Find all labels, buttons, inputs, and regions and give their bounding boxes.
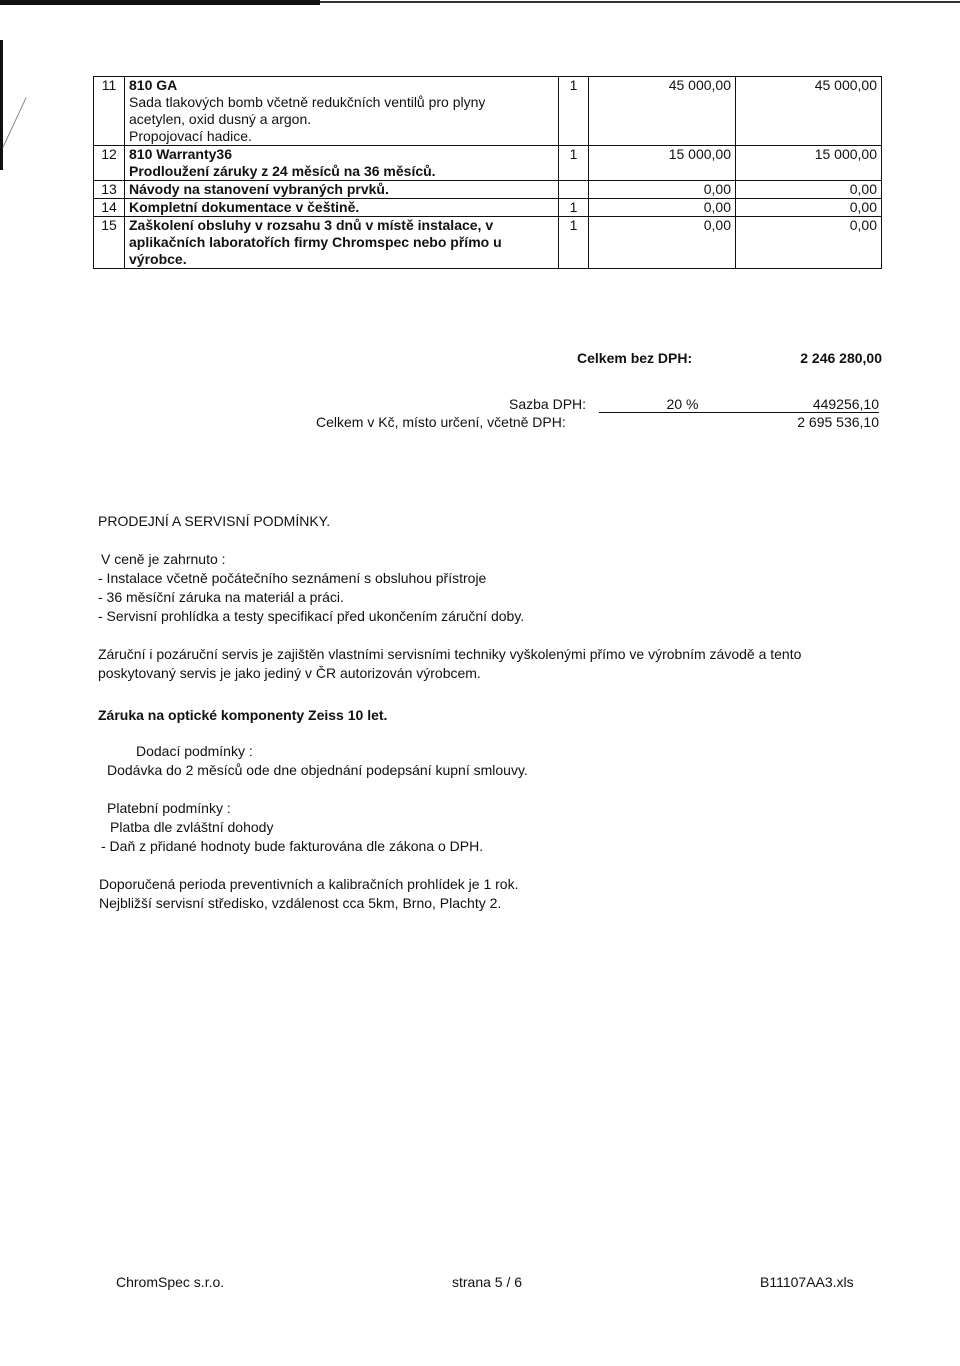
- top-edge-line: [0, 0, 960, 6]
- item-description-line: Kompletní dokumentace v češtině.: [129, 199, 360, 215]
- item-description-line: acetylen, oxid dusný a argon.: [129, 111, 312, 127]
- item-total: 15 000,00: [736, 146, 882, 181]
- item-description-line: Sada tlakových bomb včetně redukčních ventilů pro plyny: [129, 94, 486, 110]
- item-number: 12: [94, 146, 125, 181]
- item-description: [125, 199, 559, 217]
- item-total: 0,00: [736, 199, 882, 217]
- item-unit-price: 15 000,00: [589, 146, 736, 181]
- service-paragraph-line: Záruční i pozáruční servis je zajištěn vlastními servisními techniky vyškolenými přímo ve výrobním závodě a tento: [98, 646, 802, 662]
- item-number: 11: [94, 77, 125, 146]
- service-center: Nejbližší servisní středisko, vzdálenost cca 5km, Brno, Plachty 2.: [99, 895, 502, 911]
- item-total: 0,00: [736, 181, 882, 199]
- item-unit-price: 0,00: [589, 199, 736, 217]
- item-unit-price: 0,00: [589, 181, 736, 199]
- included-item: - Instalace včetně počátečního seznámení s obsluhou přístroje: [98, 570, 487, 586]
- delivery-title: Dodací podmínky :: [136, 743, 253, 759]
- included-title: V ceně je zahrnuto :: [101, 551, 226, 567]
- item-total: 45 000,00: [736, 77, 882, 146]
- items-table: [93, 76, 882, 269]
- item-quantity: [559, 181, 589, 199]
- item-unit-price: 0,00: [589, 217, 736, 269]
- item-number: 15: [94, 217, 125, 269]
- item-description-line: 810 Warranty36: [129, 146, 232, 162]
- item-total: 0,00: [736, 217, 882, 269]
- item-quantity: 1: [559, 199, 589, 217]
- vat-rate-value: 20 %: [599, 396, 766, 413]
- vat-rate-label: Sazba DPH:: [509, 396, 587, 412]
- total-no-vat-label: Celkem bez DPH:: [577, 350, 693, 366]
- item-row: [94, 181, 882, 199]
- item-description: [125, 217, 559, 269]
- footer-page-number: strana 5 / 6: [452, 1274, 523, 1290]
- item-quantity: 1: [559, 77, 589, 146]
- item-row: [94, 146, 882, 181]
- scan-scratch-mark: [2, 97, 26, 147]
- item-description-line: Propojovací hadice.: [129, 128, 252, 144]
- total-with-vat-value: 2 695 536,10: [797, 414, 879, 430]
- maintenance-note: Doporučená perioda preventivních a kalibračních prohlídek je 1 rok.: [99, 876, 519, 892]
- item-quantity: 1: [559, 217, 589, 269]
- item-description-line: Prodloužení záruky z 24 měsíců na 36 měsíců.: [129, 163, 436, 179]
- footer-file-name: B11107AA3.xls: [760, 1274, 854, 1290]
- item-description-line: výrobce.: [129, 251, 187, 267]
- item-description-line: 810 GA: [129, 77, 178, 93]
- item-number: 14: [94, 199, 125, 217]
- item-description-line: aplikačních laboratořích firmy Chromspec nebo přímo u: [129, 234, 502, 250]
- zeiss-warranty: Záruka na optické komponenty Zeiss 10 let.: [98, 707, 388, 723]
- item-number: 13: [94, 181, 125, 199]
- item-row: [94, 77, 882, 146]
- item-description-line: Návody na stanovení vybraných prvků.: [129, 181, 389, 197]
- item-description: [125, 146, 559, 181]
- item-unit-price: 45 000,00: [589, 77, 736, 146]
- scan-edge-mark: [0, 40, 3, 170]
- vat-amount: 449256,10: [766, 396, 879, 413]
- included-item: - 36 měsíční záruka na materiál a práci.: [98, 589, 344, 605]
- terms-heading: PRODEJNÍ A SERVISNÍ PODMÍNKY.: [98, 513, 331, 529]
- item-description: [125, 181, 559, 199]
- item-quantity: 1: [559, 146, 589, 181]
- item-row: [94, 217, 882, 269]
- item-description-line: Zaškolení obsluhy v rozsahu 3 dnů v místě instalace, v: [129, 217, 494, 233]
- payment-text: Platba dle zvláštní dohody: [110, 819, 274, 835]
- total-with-vat-label: Celkem v Kč, místo určení, včetně DPH:: [316, 414, 566, 430]
- item-row: [94, 199, 882, 217]
- footer-company: ChromSpec s.r.o.: [116, 1274, 225, 1290]
- item-description: [125, 77, 559, 146]
- service-paragraph-line: poskytovaný servis je jako jediný v ČR autorizován výrobcem.: [98, 665, 481, 681]
- payment-title: Platební podmínky :: [107, 800, 231, 816]
- vat-note: - Daň z přidané hodnoty bude fakturována dle zákona o DPH.: [101, 838, 484, 854]
- total-no-vat-value: 2 246 280,00: [800, 350, 882, 366]
- delivery-text: Dodávka do 2 měsíců ode dne objednání podepsání kupní smlouvy.: [107, 762, 528, 778]
- included-item: - Servisní prohlídka a testy specifikací před ukončením záruční doby.: [98, 608, 525, 624]
